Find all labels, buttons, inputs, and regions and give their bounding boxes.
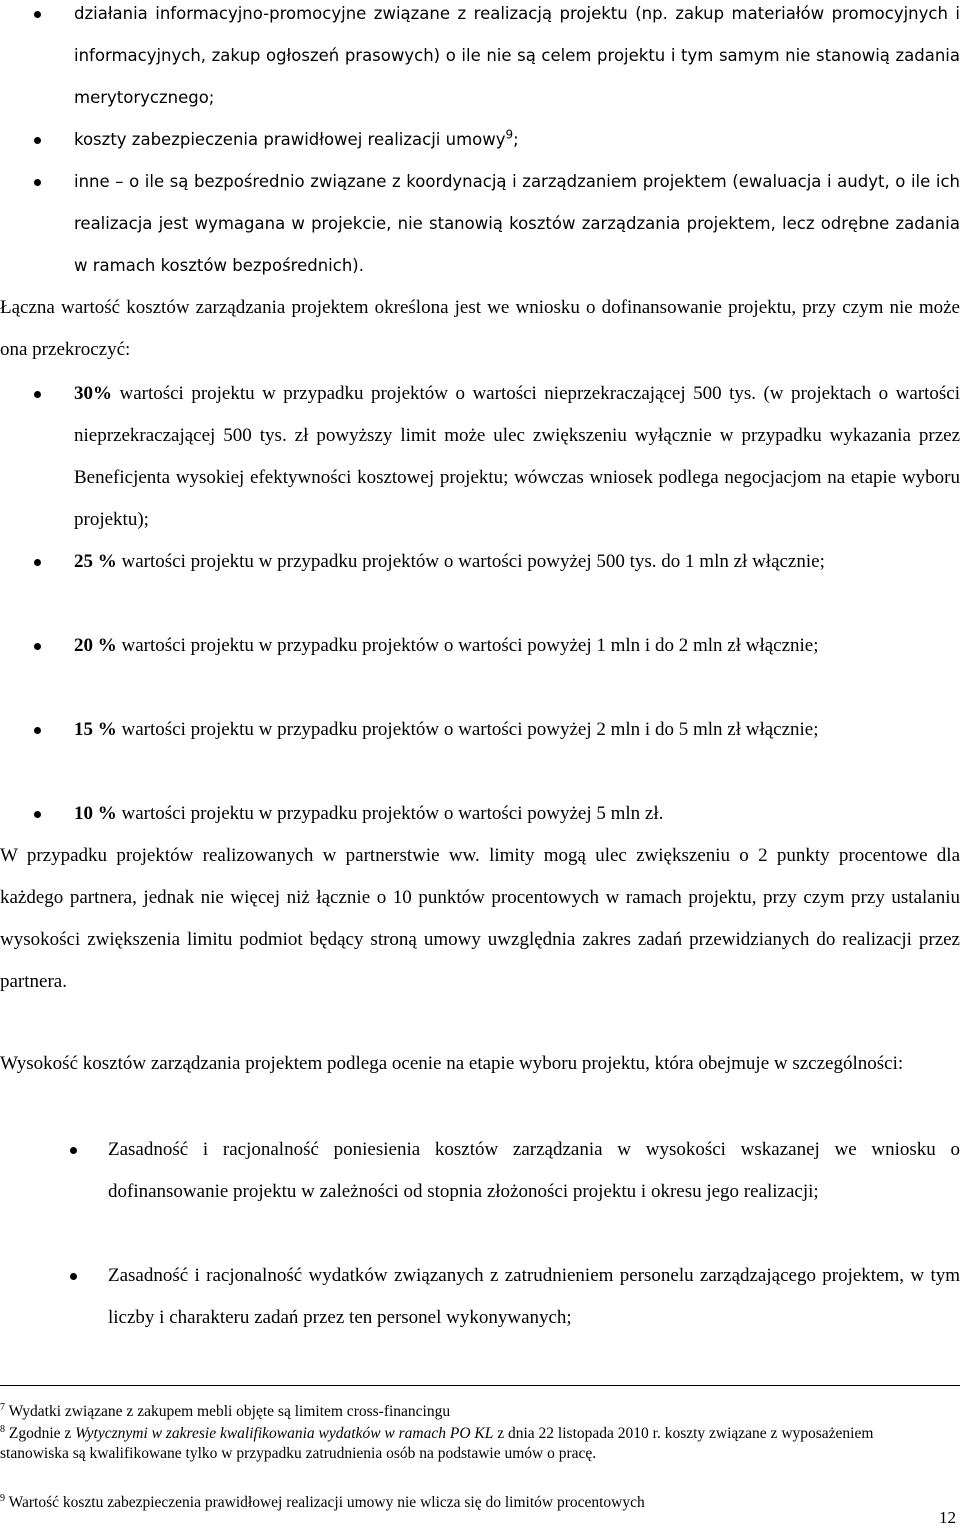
paragraph-assessment: Wysokość kosztów zarządzania projektem podlega ocenie na etapie wyboru projektu, która obejmuje w szczególności: bbox=[0, 1053, 904, 1074]
list-item-info-promo: działania informacyjno-promocyjne związane z realizacją projektu (np. zakup materiałów promocyjnych i informacyjnych, zakup ogłoszeń prasowych) o ile nie są celem projektu i tym samym nie stanowią zadania merytorycznego; bbox=[74, 4, 960, 107]
bullet-icon bbox=[34, 727, 41, 734]
list-item-limit-15: 15 % wartości projektu w przypadku projektów o wartości powyżej 2 mln i do 5 mln zł włącznie; bbox=[74, 719, 819, 740]
bullet-icon bbox=[34, 11, 41, 18]
list-item-limit-30: 30% wartości projektu w przypadku projektów o wartości nieprzekraczającej 500 tys. (w projektach o wartości nieprzekraczającej 500 tys. zł powyższy limit może ulec zwiększeniu wyłącznie w przypadku wykazania przez Beneficjenta wysokiej efektywności kosztowej projektu; wówczas wniosek podlega negocjacjom na etapie wyboru projektu); bbox=[74, 383, 960, 530]
bullet-icon bbox=[34, 137, 41, 144]
footnote-separator bbox=[0, 1385, 960, 1386]
list-item-limit-20: 20 % wartości projektu w przypadku projektów o wartości powyżej 1 mln i do 2 mln zł włącznie; bbox=[74, 635, 819, 656]
bullet-icon bbox=[70, 1273, 77, 1280]
list-item-assessment-1: Zasadność i racjonalność poniesienia kosztów zarządzania w wysokości wskazanej we wniosku o dofinansowanie projektu w zależności od stopnia złożoności projektu i okresu jego realizacji; bbox=[108, 1139, 960, 1202]
footnote-7: $^7$ Wydatki związane z zakupem mebli objęte są limitem cross-financingu bbox=[0, 1401, 451, 1420]
bullet-icon bbox=[34, 179, 41, 186]
bullet-icon bbox=[34, 811, 41, 818]
list-item-limit-10: 10 % wartości projektu w przypadku projektów o wartości powyżej 5 mln zł. bbox=[74, 803, 664, 824]
footnote-9: $^9$ Wartość kosztu zabezpieczenia prawidłowej realizacji umowy nie wlicza się do limitów procentowych bbox=[0, 1492, 645, 1511]
paragraph-limit-intro: Łączna wartość kosztów zarządzania projektem określona jest we wniosku o dofinansowanie projektu, przy czym nie może ona przekroczyć: bbox=[0, 297, 960, 360]
footnote-ref-9[interactable]: 9 bbox=[505, 127, 514, 142]
bullet-icon bbox=[34, 559, 41, 566]
bullet-icon bbox=[34, 391, 41, 398]
list-item-limit-25: 25 % wartości projektu w przypadku projektów o wartości powyżej 500 tys. do 1 mln zł włącznie; bbox=[74, 551, 825, 572]
bullet-icon bbox=[70, 1147, 77, 1154]
footnote-8: $^8$ Zgodnie z Wytycznymi w zakresie kwalifikowania wydatków w ramach PO KL z dnia 22 listopada 2010 r. koszty związane z wyposażeniem stanowiska są kwalifikowane tylko w przypadku zatrudnienia osób na podstawie umów o pracę. bbox=[0, 1423, 874, 1462]
page-number: 12 bbox=[939, 1508, 956, 1527]
paragraph-partnership: W przypadku projektów realizowanych w partnerstwie ww. limity mogą ulec zwiększeniu o 2 punkty procentowe dla każdego partnera, jednak nie więcej niż łącznie o 10 punktów procentowych w ramach projektu, przy czym przy ustalaniu wysokości zwiększenia limitu podmiot będący stroną umowy uwzględnia zakres zadań przewidzianych do realizacji przez partnera. bbox=[0, 845, 960, 992]
list-item-other-costs: inne – o ile są bezpośrednio związane z koordynacją i zarządzaniem projektem (ewaluacja i audyt, o ile ich realizacja jest wymagana w projekcie, nie stanowią kosztów zarządzania projektem, lecz odrębne zadania w ramach kosztów bezpośrednich). bbox=[74, 172, 960, 275]
bullet-icon bbox=[34, 643, 41, 650]
list-item-contract-security: koszty zabezpieczenia prawidłowej realizacji umowy$^9$; bbox=[74, 127, 519, 149]
list-item-assessment-2: Zasadność i racjonalność wydatków związanych z zatrudnieniem personelu zarządzającego projektem, w tym liczby i charakteru zadań przez ten personel wykonywanych; bbox=[108, 1265, 960, 1328]
